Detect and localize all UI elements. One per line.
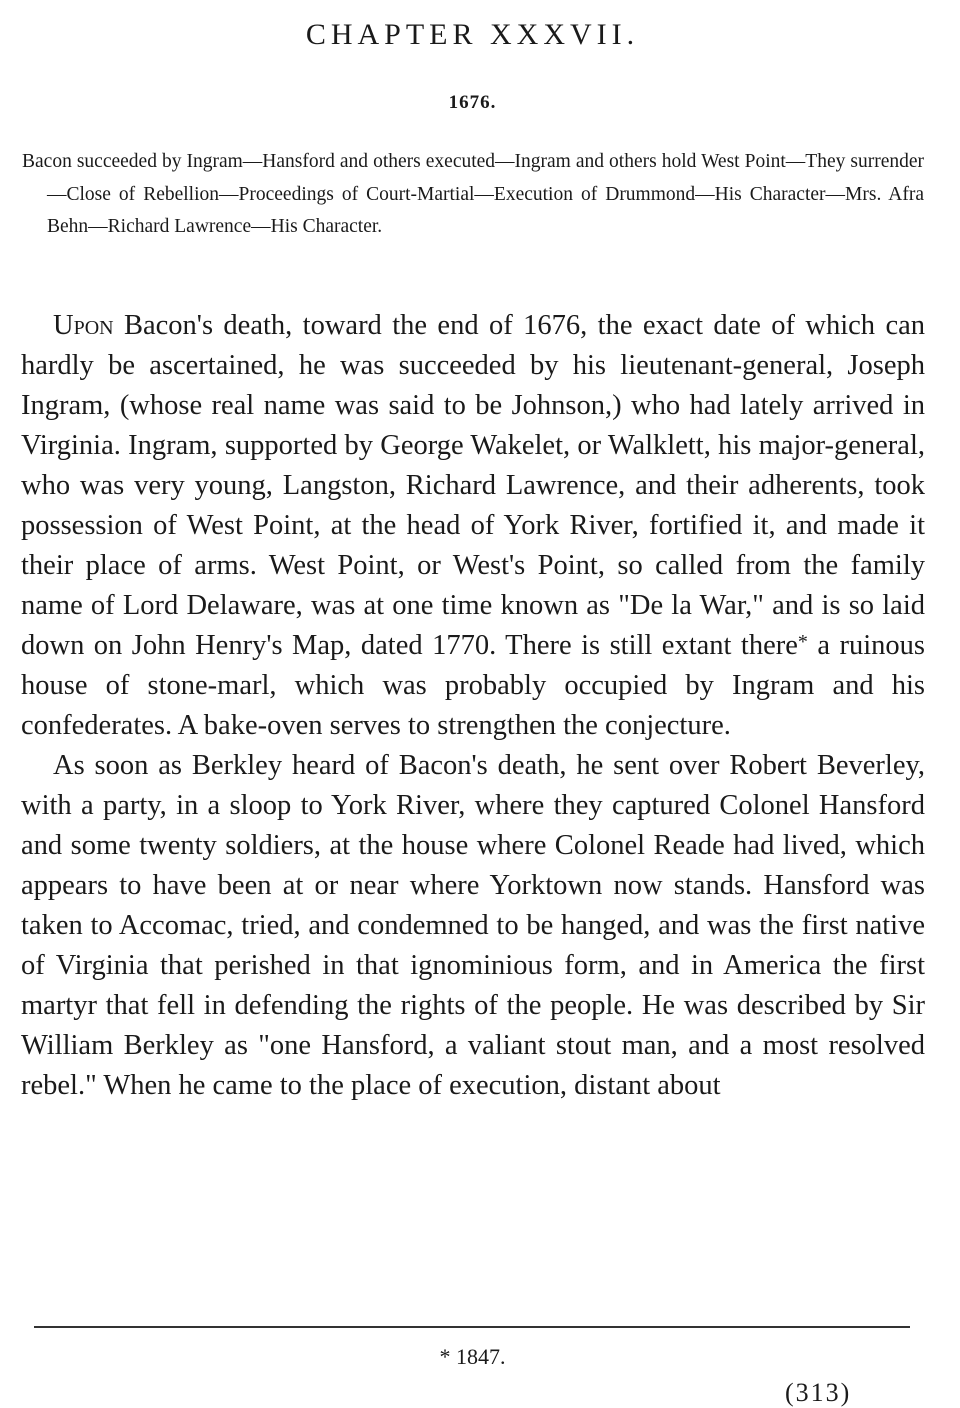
footnote: * 1847. [439, 1344, 506, 1369]
chapter-synopsis: Bacon succeeded by Ingram—Hansford and others executed—Ingram and others hold West Point—They surrender—Close of Rebellion—Proceedings of Court-Martial—Execution of Drummond—His Character—Mrs. Afra Behn—Richard Lawrence—His Character. [22, 151, 924, 237]
paragraph-1-text-b: a ruinous house of stone-marl, which was probably occupied by Ingram and his confederates. A bake-oven serves to strengthen the conjecture. [21, 630, 925, 741]
opening-word: Upon [53, 310, 114, 341]
body-paragraph-2: As soon as Berkley heard of Bacon's death, he sent over Robert Beverley, with a party, in a sloop to York River, where they captured Colonel Hansford and some twenty soldiers, at the house where Colonel Reade had lived, which appears to have been at or near where Yorktown now stands. Hansford was taken to Accomac, tried, and condemned to be hanged, and was the first native of Virginia that perished in that ignominious form, and in America the first martyr that fell in defending the rights of the people. He was described by Sir William Berkley as "one Hansford, a valiant stout man, and a most resolved rebel." When he came to the place of execution, distant about [21, 750, 925, 1101]
chapter-title: CHAPTER XXXVII. [305, 18, 640, 51]
footnote-divider [34, 1326, 910, 1328]
body-paragraph-1 [21, 306, 925, 746]
footnote-reference: * [797, 631, 808, 653]
chapter-body [21, 306, 925, 1106]
page-number: (313) [785, 1378, 852, 1407]
paragraph-1-text-a: Bacon's death, toward the end of 1676, the exact date of which can hardly be ascertained, he was succeeded by his lieutenant-general, Joseph Ingram, (whose real name was said to be Johnson,) who had lately arrived in Virginia. Ingram, supported by George Wakelet, or Walklett, his major-general, who was very young, Langston, Richard Lawrence, and their adherents, took possession of West Point, at the head of York River, fortified it, and made it their place of arms. West Point, or West's Point, so called from the family name of Lord Delaware, was at one time known as "De la War," and is so laid down on John Henry's Map, dated 1770. There is still extant there [21, 310, 925, 661]
chapter-year: 1676. [448, 92, 497, 113]
